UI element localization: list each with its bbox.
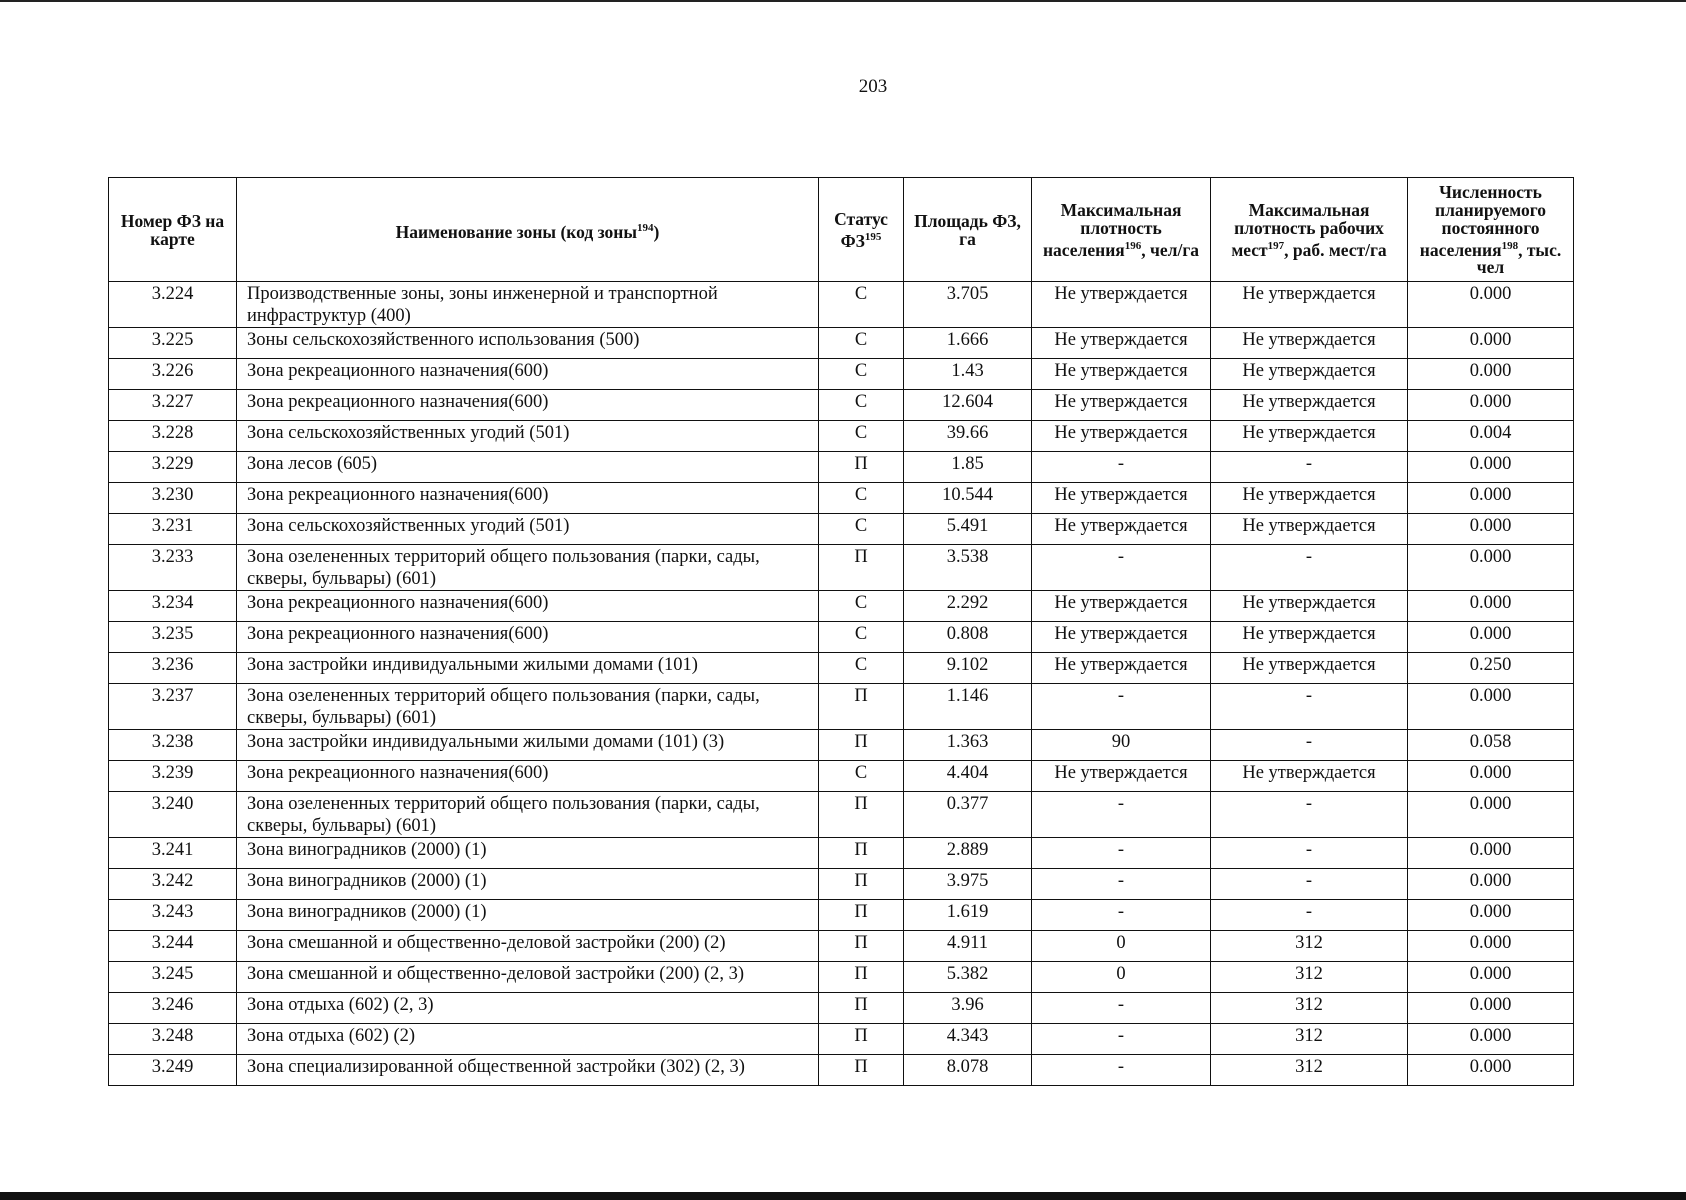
- zone-number-cell: 3.248: [109, 1024, 237, 1055]
- header-population-density: Максимальная плотность населения$^{196}$, чел/га: [1032, 178, 1211, 282]
- zone-status-cell: С: [819, 390, 904, 421]
- header-zone-name: Наименование зоны (код зоны$^{194}$): [237, 178, 819, 282]
- zone-number-cell: 3.229: [109, 452, 237, 483]
- planned-population-cell: 0.000: [1408, 869, 1574, 900]
- zone-status-cell: С: [819, 622, 904, 653]
- workplace-density-cell: Не утверждается: [1211, 390, 1408, 421]
- table-row: [109, 545, 1574, 591]
- workplace-density-cell: 312: [1211, 931, 1408, 962]
- workplace-density-cell: Не утверждается: [1211, 622, 1408, 653]
- zone-number-cell: 3.225: [109, 328, 237, 359]
- zone-status-cell: П: [819, 792, 904, 838]
- population-density-cell: -: [1032, 900, 1211, 931]
- page-number: 203: [858, 76, 888, 97]
- table-row: [109, 452, 1574, 483]
- zone-status-cell: П: [819, 900, 904, 931]
- planned-population-cell: 0.000: [1408, 359, 1574, 390]
- zone-status-cell: С: [819, 514, 904, 545]
- table-row: [109, 1055, 1574, 1086]
- zone-area-cell: 8.078: [904, 1055, 1032, 1086]
- workplace-density-cell: Не утверждается: [1211, 359, 1408, 390]
- zone-name-cell: Зона сельскохозяйственных угодий (501): [237, 421, 819, 452]
- planned-population-cell: 0.250: [1408, 653, 1574, 684]
- zone-number-cell: 3.231: [109, 514, 237, 545]
- zone-area-cell: 1.363: [904, 730, 1032, 761]
- table-row: [109, 591, 1574, 622]
- zone-number-cell: 3.228: [109, 421, 237, 452]
- zone-name-cell: Зона застройки индивидуальными жилыми домами (101) (3): [237, 730, 819, 761]
- planned-population-cell: 0.000: [1408, 962, 1574, 993]
- workplace-density-cell: 312: [1211, 1055, 1408, 1086]
- zone-area-cell: 1.146: [904, 684, 1032, 730]
- zone-number-cell: 3.227: [109, 390, 237, 421]
- zone-status-cell: С: [819, 359, 904, 390]
- population-density-cell: 0: [1032, 931, 1211, 962]
- population-density-cell: Не утверждается: [1032, 421, 1211, 452]
- zone-name-cell: Зона рекреационного назначения(600): [237, 359, 819, 390]
- population-density-cell: -: [1032, 545, 1211, 591]
- zone-name-cell: Зона застройки индивидуальными жилыми домами (101): [237, 653, 819, 684]
- zone-name-cell: Зоны сельскохозяйственного использования (500): [237, 328, 819, 359]
- zone-number-cell: 3.236: [109, 653, 237, 684]
- zone-name-cell: Зона рекреационного назначения(600): [237, 622, 819, 653]
- zone-status-cell: С: [819, 421, 904, 452]
- zone-number-cell: 3.240: [109, 792, 237, 838]
- workplace-density-cell: -: [1211, 869, 1408, 900]
- zone-status-cell: П: [819, 730, 904, 761]
- population-density-cell: Не утверждается: [1032, 282, 1211, 328]
- zone-name-cell: Зона рекреационного назначения(600): [237, 390, 819, 421]
- planned-population-cell: 0.000: [1408, 838, 1574, 869]
- table-row: [109, 838, 1574, 869]
- zone-area-cell: 0.808: [904, 622, 1032, 653]
- zone-status-cell: П: [819, 545, 904, 591]
- table-row: [109, 1024, 1574, 1055]
- workplace-density-cell: Не утверждается: [1211, 282, 1408, 328]
- zone-area-cell: 3.96: [904, 993, 1032, 1024]
- table-body: [109, 282, 1574, 1086]
- header-zone-area: Площадь ФЗ, га: [904, 178, 1032, 282]
- table-row: [109, 962, 1574, 993]
- planned-population-cell: 0.000: [1408, 591, 1574, 622]
- planned-population-cell: 0.000: [1408, 900, 1574, 931]
- planned-population-cell: 0.000: [1408, 483, 1574, 514]
- planned-population-cell: 0.000: [1408, 328, 1574, 359]
- header-workplace-density: Максимальная плотность рабочих мест$^{197}$, раб. мест/га: [1211, 178, 1408, 282]
- workplace-density-cell: Не утверждается: [1211, 328, 1408, 359]
- zone-area-cell: 1.619: [904, 900, 1032, 931]
- zone-area-cell: 4.911: [904, 931, 1032, 962]
- zone-name-cell: Зона озелененных территорий общего пользования (парки, сады, скверы, бульвары) (601): [237, 545, 819, 591]
- zone-number-cell: 3.245: [109, 962, 237, 993]
- zone-area-cell: 1.666: [904, 328, 1032, 359]
- table-row: [109, 622, 1574, 653]
- table-row: [109, 730, 1574, 761]
- planned-population-cell: 0.000: [1408, 1055, 1574, 1086]
- zone-name-cell: Зона виноградников (2000) (1): [237, 900, 819, 931]
- zone-area-cell: 0.377: [904, 792, 1032, 838]
- zone-name-cell: Зона лесов (605): [237, 452, 819, 483]
- table-row: [109, 514, 1574, 545]
- zone-status-cell: П: [819, 452, 904, 483]
- workplace-density-cell: -: [1211, 792, 1408, 838]
- zone-name-cell: Зона озелененных территорий общего пользования (парки, сады, скверы, бульвары) (601): [237, 792, 819, 838]
- population-density-cell: -: [1032, 993, 1211, 1024]
- zone-area-cell: 12.604: [904, 390, 1032, 421]
- workplace-density-cell: Не утверждается: [1211, 653, 1408, 684]
- workplace-density-cell: 312: [1211, 993, 1408, 1024]
- zone-area-cell: 1.85: [904, 452, 1032, 483]
- zone-number-cell: 3.239: [109, 761, 237, 792]
- zone-name-cell: Зона отдыха (602) (2, 3): [237, 993, 819, 1024]
- zone-name-cell: Зона смешанной и общественно-деловой застройки (200) (2, 3): [237, 962, 819, 993]
- zone-number-cell: 3.230: [109, 483, 237, 514]
- population-density-cell: Не утверждается: [1032, 359, 1211, 390]
- zone-number-cell: 3.234: [109, 591, 237, 622]
- zone-name-cell: Зона специализированной общественной застройки (302) (2, 3): [237, 1055, 819, 1086]
- zone-name-cell: Зона рекреационного назначения(600): [237, 591, 819, 622]
- table-row: [109, 328, 1574, 359]
- table-row: [109, 483, 1574, 514]
- population-density-cell: -: [1032, 792, 1211, 838]
- workplace-density-cell: -: [1211, 900, 1408, 931]
- zone-area-cell: 5.382: [904, 962, 1032, 993]
- workplace-density-cell: Не утверждается: [1211, 514, 1408, 545]
- table-row: [109, 359, 1574, 390]
- population-density-cell: 90: [1032, 730, 1211, 761]
- workplace-density-cell: -: [1211, 730, 1408, 761]
- zone-name-cell: Зона озелененных территорий общего пользования (парки, сады, скверы, бульвары) (601): [237, 684, 819, 730]
- header-planned-population: Численность планируемого постоянного населения$^{198}$, тыс. чел: [1408, 178, 1574, 282]
- zone-number-cell: 3.243: [109, 900, 237, 931]
- workplace-density-cell: Не утверждается: [1211, 421, 1408, 452]
- table-row: [109, 792, 1574, 838]
- workplace-density-cell: 312: [1211, 962, 1408, 993]
- zone-name-cell: Зона виноградников (2000) (1): [237, 838, 819, 869]
- zone-number-cell: 3.235: [109, 622, 237, 653]
- workplace-density-cell: Не утверждается: [1211, 591, 1408, 622]
- table-row: [109, 761, 1574, 792]
- zone-name-cell: Зона рекреационного назначения(600): [237, 483, 819, 514]
- zone-status-cell: П: [819, 838, 904, 869]
- zone-area-cell: 3.975: [904, 869, 1032, 900]
- population-density-cell: -: [1032, 452, 1211, 483]
- planned-population-cell: 0.000: [1408, 514, 1574, 545]
- planned-population-cell: 0.000: [1408, 282, 1574, 328]
- scan-top-edge: [0, 0, 1686, 2]
- population-density-cell: Не утверждается: [1032, 483, 1211, 514]
- table-row: [109, 993, 1574, 1024]
- zone-area-cell: 3.705: [904, 282, 1032, 328]
- zone-area-cell: 39.66: [904, 421, 1032, 452]
- zone-area-cell: 1.43: [904, 359, 1032, 390]
- zone-area-cell: 4.404: [904, 761, 1032, 792]
- table-row: [109, 900, 1574, 931]
- population-density-cell: Не утверждается: [1032, 328, 1211, 359]
- workplace-density-cell: 312: [1211, 1024, 1408, 1055]
- zone-area-cell: 5.491: [904, 514, 1032, 545]
- zone-area-cell: 2.889: [904, 838, 1032, 869]
- workplace-density-cell: -: [1211, 545, 1408, 591]
- population-density-cell: Не утверждается: [1032, 390, 1211, 421]
- planned-population-cell: 0.000: [1408, 792, 1574, 838]
- zone-status-cell: С: [819, 761, 904, 792]
- planned-population-cell: 0.058: [1408, 730, 1574, 761]
- zone-area-cell: 2.292: [904, 591, 1032, 622]
- population-density-cell: -: [1032, 1055, 1211, 1086]
- zone-status-cell: П: [819, 869, 904, 900]
- workplace-density-cell: -: [1211, 452, 1408, 483]
- zone-name-cell: Зона отдыха (602) (2): [237, 1024, 819, 1055]
- zone-number-cell: 3.244: [109, 931, 237, 962]
- table-row: [109, 653, 1574, 684]
- zone-number-cell: 3.238: [109, 730, 237, 761]
- population-density-cell: -: [1032, 838, 1211, 869]
- zone-number-cell: 3.226: [109, 359, 237, 390]
- workplace-density-cell: Не утверждается: [1211, 761, 1408, 792]
- zone-status-cell: С: [819, 282, 904, 328]
- zone-status-cell: П: [819, 1055, 904, 1086]
- planned-population-cell: 0.000: [1408, 1024, 1574, 1055]
- zone-area-cell: 9.102: [904, 653, 1032, 684]
- zone-name-cell: Производственные зоны, зоны инженерной и транспортной инфраструктур (400): [237, 282, 819, 328]
- zone-status-cell: П: [819, 962, 904, 993]
- zone-name-cell: Зона смешанной и общественно-деловой застройки (200) (2): [237, 931, 819, 962]
- planned-population-cell: 0.000: [1408, 545, 1574, 591]
- population-density-cell: Не утверждается: [1032, 514, 1211, 545]
- zone-name-cell: Зона рекреационного назначения(600): [237, 761, 819, 792]
- planned-population-cell: 0.004: [1408, 421, 1574, 452]
- zone-status-cell: П: [819, 1024, 904, 1055]
- zone-number-cell: 3.237: [109, 684, 237, 730]
- zone-number-cell: 3.242: [109, 869, 237, 900]
- zone-status-cell: С: [819, 483, 904, 514]
- workplace-density-cell: -: [1211, 838, 1408, 869]
- planned-population-cell: 0.000: [1408, 452, 1574, 483]
- planned-population-cell: 0.000: [1408, 931, 1574, 962]
- zone-area-cell: 10.544: [904, 483, 1032, 514]
- header-zone-number: Номер ФЗ на карте: [109, 178, 237, 282]
- zone-number-cell: 3.233: [109, 545, 237, 591]
- table-header-row: [109, 178, 1574, 282]
- population-density-cell: Не утверждается: [1032, 622, 1211, 653]
- planned-population-cell: 0.000: [1408, 761, 1574, 792]
- zone-area-cell: 4.343: [904, 1024, 1032, 1055]
- workplace-density-cell: Не утверждается: [1211, 483, 1408, 514]
- table-row: [109, 684, 1574, 730]
- population-density-cell: -: [1032, 869, 1211, 900]
- planned-population-cell: 0.000: [1408, 622, 1574, 653]
- population-density-cell: Не утверждается: [1032, 653, 1211, 684]
- zones-table: [108, 177, 1574, 1086]
- population-density-cell: 0: [1032, 962, 1211, 993]
- zone-name-cell: Зона сельскохозяйственных угодий (501): [237, 514, 819, 545]
- table-row: [109, 390, 1574, 421]
- zone-number-cell: 3.246: [109, 993, 237, 1024]
- zone-number-cell: 3.241: [109, 838, 237, 869]
- population-density-cell: Не утверждается: [1032, 591, 1211, 622]
- table-row: [109, 931, 1574, 962]
- table-row: [109, 421, 1574, 452]
- population-density-cell: -: [1032, 684, 1211, 730]
- table-row: [109, 282, 1574, 328]
- zone-status-cell: С: [819, 591, 904, 622]
- zone-status-cell: П: [819, 993, 904, 1024]
- zone-status-cell: П: [819, 931, 904, 962]
- zone-status-cell: П: [819, 684, 904, 730]
- workplace-density-cell: -: [1211, 684, 1408, 730]
- zone-area-cell: 3.538: [904, 545, 1032, 591]
- zone-number-cell: 3.249: [109, 1055, 237, 1086]
- population-density-cell: Не утверждается: [1032, 761, 1211, 792]
- planned-population-cell: 0.000: [1408, 390, 1574, 421]
- planned-population-cell: 0.000: [1408, 993, 1574, 1024]
- scan-bottom-edge: [0, 1192, 1686, 1200]
- zone-number-cell: 3.224: [109, 282, 237, 328]
- table-row: [109, 869, 1574, 900]
- planned-population-cell: 0.000: [1408, 684, 1574, 730]
- zone-name-cell: Зона виноградников (2000) (1): [237, 869, 819, 900]
- zone-status-cell: С: [819, 653, 904, 684]
- population-density-cell: -: [1032, 1024, 1211, 1055]
- zone-status-cell: С: [819, 328, 904, 359]
- header-zone-status: Статус ФЗ$^{195}$: [819, 178, 904, 282]
